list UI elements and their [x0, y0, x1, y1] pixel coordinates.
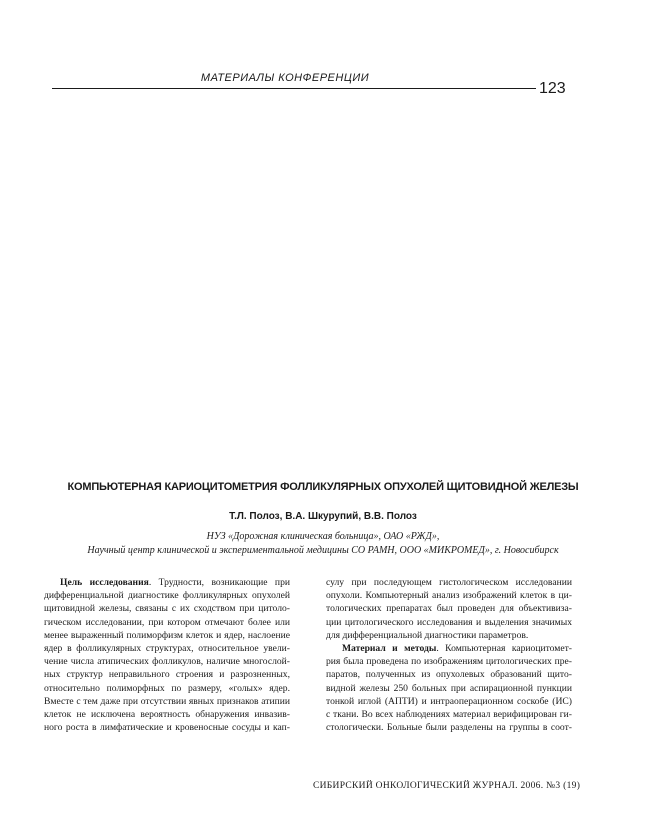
paragraph-line: ции цитологического исследования и выделения значимых [326, 616, 572, 628]
paragraph-line: ного роста в лимфатические и кровеносные сосуды и кап- [44, 722, 290, 734]
article-authors: Т.Л. Полоз, В.А. Шкурупий, В.В. Полоз [229, 511, 417, 522]
paragraph-line: опухоли. Компьютерный анализ изображений клеток в ци- [326, 590, 572, 602]
paragraph-line: стологически. Больные были разделены на группы в соот- [326, 722, 572, 734]
paragraph-line: с ткани. Во всех наблюдениях материал верифицирован ги- [326, 709, 572, 721]
paragraph-line: менее выраженный полиморфизм клеток и ядер, наслоение [44, 629, 290, 641]
journal-footer: СИБИРСКИЙ ОНКОЛОГИЧЕСКИЙ ЖУРНАЛ. 2006. №3 (19) [313, 781, 581, 791]
paragraph-line: Цель исследования. Трудности, возникающие при [60, 577, 290, 588]
article-title: КОМПЬЮТЕРНАЯ КАРИОЦИТОМЕТРИЯ ФОЛЛИКУЛЯРНЫХ ОПУХОЛЕЙ ЩИТОВИДНОЙ ЖЕЛЕЗЫ [67, 481, 579, 493]
paragraph-line: паратов, полученных из опухолевых образований щито- [326, 669, 572, 681]
paragraph-line: ных структур неправильного строения и разрозненных, [44, 669, 290, 681]
left-column [44, 576, 290, 734]
paragraph-line: для дифференциальной диагностики параметров. [326, 629, 529, 641]
right-column [326, 576, 572, 734]
paragraph-line: щитовидной железы, связаны с их сходством при цитоло- [44, 603, 290, 615]
affiliation-2: Научный центр клинической и экспериментальной медицины СО РАМН, ООО «МИКРОМЕД», г. Новосибирск [87, 545, 559, 556]
paragraph-line: Материал и методы. Компьютерная кариоцитомет- [342, 643, 572, 655]
header-rule [52, 88, 536, 89]
paragraph-line: относительно полиморфных по размеру, «голых» ядер. [44, 682, 290, 694]
paragraph-line: клеток не исключена вероятность обнаружения инвазив- [44, 709, 290, 721]
page-number: 123 [539, 80, 566, 97]
paragraph-line: рия была проведена по изображениям цитологических пре- [326, 656, 572, 668]
paragraph-line: тологических препаратах был проведен для объективиза- [326, 603, 572, 615]
running-header: МАТЕРИАЛЫ КОНФЕРЕНЦИИ [200, 72, 370, 84]
paragraph-line: тонкой иглой (АПТИ) и интраоперационном соскобе (ИС) [326, 695, 572, 707]
paragraph-line: сулу при последующем гистологическом исследовании [326, 577, 572, 588]
paragraph-line: чение числа атипических фолликулов, наличие многослой- [44, 656, 290, 668]
paragraph-line: дифференциальной диагностике фолликулярных опухолей [44, 590, 290, 602]
paragraph-line: Вместе с тем даже при отсутствии явных признаков атипии [44, 695, 290, 707]
section-heading: Цель исследования [60, 577, 149, 588]
paragraph-line: видной железы 250 больных при аспирационной пункции [326, 682, 572, 694]
section-heading: Материал и методы [342, 643, 437, 655]
affiliation-1: НУЗ «Дорожная клиническая больница», ОАО «РЖД», [206, 531, 440, 542]
paragraph-line: ядер в фолликулярных структурах, относительное увели- [44, 643, 290, 655]
paragraph-line: гическом исследовании, при котором отмечают более или [44, 616, 290, 628]
